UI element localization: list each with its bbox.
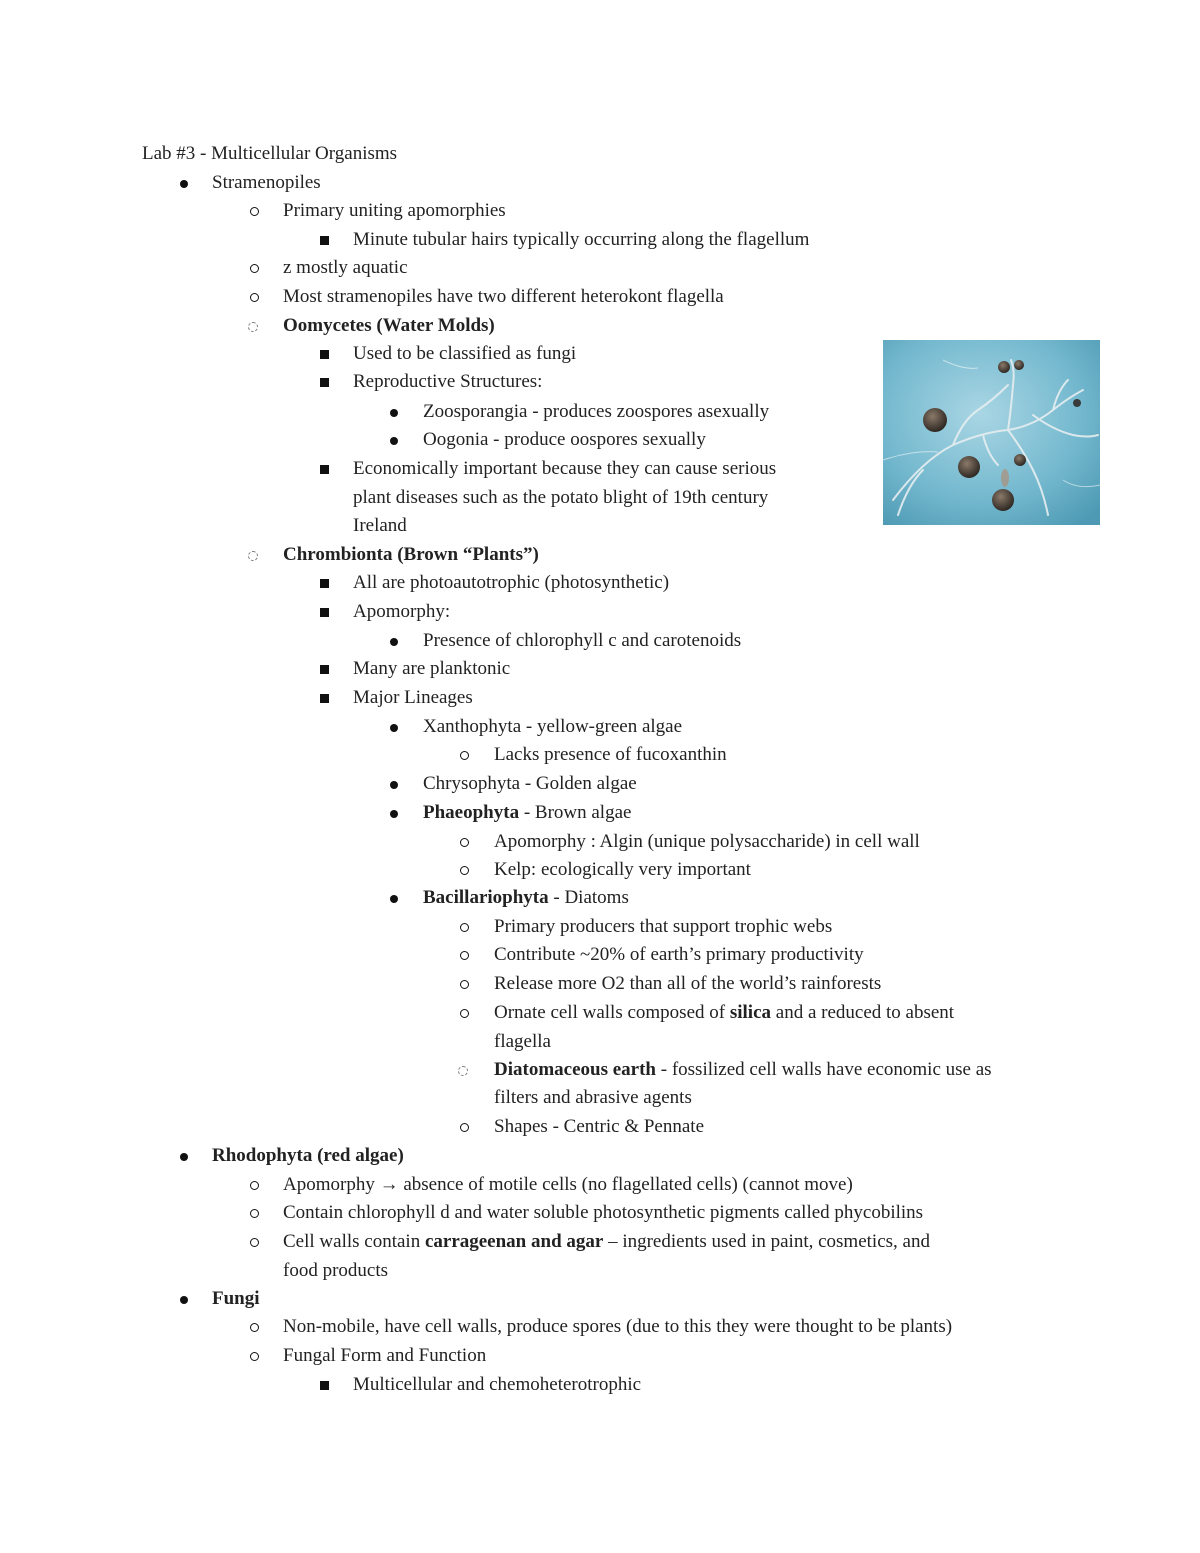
list-item <box>320 340 329 368</box>
list-item-text: Multicellular and chemoheterotrophic <box>353 1374 642 1395</box>
list-item-text: Primary producers that support trophic webs <box>494 916 833 937</box>
term-silica: silica <box>729 1002 772 1023</box>
list-item <box>180 1142 188 1170</box>
text-segment: and a reduced to absent <box>771 1002 955 1023</box>
bullet-square-icon <box>320 236 329 245</box>
list-item-text: Presence of chlorophyll c and carotenoids <box>423 630 742 651</box>
bullet-circle-icon <box>460 980 469 989</box>
bullet-circle-icon <box>460 838 469 847</box>
section-heading-fungi: Fungi <box>212 1288 260 1309</box>
list-item <box>250 283 259 311</box>
bullet-dot-icon <box>390 724 398 732</box>
list-item-text: Release more O2 than all of the world’s rainforests <box>494 973 882 994</box>
bullet-dot-icon <box>390 895 398 903</box>
list-item-text: Oogonia - produce oospores sexually <box>423 429 706 450</box>
list-item-text: Apomorphy: <box>353 601 451 622</box>
list-item <box>248 541 258 569</box>
list-item-text: Major Lineages <box>353 687 473 708</box>
list-item-text: Most stramenopiles have two different heterokont flagella <box>283 286 724 307</box>
bullet-square-icon <box>320 378 329 387</box>
list-item-text: z mostly aquatic <box>283 257 408 278</box>
list-item <box>250 1342 259 1370</box>
list-item <box>250 254 259 282</box>
bullet-circle-icon <box>250 1323 259 1332</box>
list-item <box>390 770 398 798</box>
water-mold-micrograph-image <box>883 340 1100 525</box>
list-item-text: Ireland <box>353 515 407 536</box>
bullet-dashed-circle-icon <box>248 322 258 332</box>
bullet-circle-icon <box>250 293 259 302</box>
list-item-text: Used to be classified as fungi <box>353 343 577 364</box>
list-item-text: Lacks presence of fucoxanthin <box>494 744 727 765</box>
list-item-text: Contribute ~20% of earth’s primary productivity <box>494 944 864 965</box>
list-item-text <box>423 884 629 912</box>
list-item <box>460 913 469 941</box>
bullet-circle-icon <box>250 1238 259 1247</box>
bullet-circle-icon <box>460 1009 469 1018</box>
list-item-text: Apomorphy : Algin (unique polysaccharide) in cell wall <box>494 831 920 852</box>
bullet-dashed-circle-icon <box>248 551 258 561</box>
list-item-text <box>494 999 954 1027</box>
list-item <box>320 684 329 712</box>
bullet-circle-icon <box>460 951 469 960</box>
term-bacillariophyta: Bacillariophyta <box>423 887 549 908</box>
bullet-square-icon <box>320 579 329 588</box>
list-item <box>250 1199 259 1227</box>
list-item <box>320 655 329 683</box>
list-item-text: plant diseases such as the potato blight of 19th century <box>353 487 769 508</box>
list-item <box>250 1313 259 1341</box>
list-item-text: Apomorphy → absence of motile cells (no flagellated cells) (cannot move) <box>283 1174 853 1195</box>
list-item <box>320 1371 329 1399</box>
list-item <box>390 799 398 827</box>
term-description: - Brown algae <box>519 802 632 823</box>
section-heading-oomycetes: Oomycetes (Water Molds) <box>283 315 495 336</box>
list-item-text: Chrysophyta - Golden algae <box>423 773 637 794</box>
text-segment: – ingredients used in paint, cosmetics, and <box>603 1231 930 1252</box>
section-heading-chrombionta: Chrombionta (Brown “Plants”) <box>283 544 539 565</box>
term-description: - Diatoms <box>548 887 629 908</box>
list-item <box>180 169 188 197</box>
list-item <box>320 598 329 626</box>
list-item-text: Many are planktonic <box>353 658 511 679</box>
text-segment: Cell walls contain <box>283 1231 425 1252</box>
list-item-text: food products <box>283 1260 389 1281</box>
list-item <box>390 713 398 741</box>
bullet-circle-icon <box>250 207 259 216</box>
bullet-circle-icon <box>250 1209 259 1218</box>
bullet-circle-icon <box>250 1181 259 1190</box>
list-item <box>458 1056 468 1084</box>
list-item-text: Contain chlorophyll d and water soluble photosynthetic pigments called phycobilins <box>283 1202 924 1223</box>
list-item-text <box>283 1228 930 1256</box>
list-item-text: All are photoautotrophic (photosynthetic) <box>353 572 670 593</box>
bullet-dot-icon <box>180 1153 188 1161</box>
list-item-text: Non-mobile, have cell walls, produce spores (due to this they were thought to be plants) <box>283 1316 953 1337</box>
list-item-text: Zoosporangia - produces zoospores asexually <box>423 401 770 422</box>
list-item <box>460 999 469 1027</box>
list-item-text: Kelp: ecologically very important <box>494 859 751 880</box>
bullet-circle-icon <box>460 923 469 932</box>
list-item-text: Fungal Form and Function <box>283 1345 487 1366</box>
list-item <box>180 1285 188 1313</box>
list-item <box>390 398 398 426</box>
bullet-circle-icon <box>460 751 469 760</box>
list-item-text: Shapes - Centric & Pennate <box>494 1116 705 1137</box>
bullet-circle-icon <box>460 866 469 875</box>
bullet-square-icon <box>320 665 329 674</box>
list-item <box>250 1228 259 1256</box>
bullet-square-icon <box>320 350 329 359</box>
list-item <box>320 226 329 254</box>
list-item-text: Minute tubular hairs typically occurring along the flagellum <box>353 229 810 250</box>
list-item-text: Primary uniting apomorphies <box>283 200 506 221</box>
bullet-square-icon <box>320 465 329 474</box>
bullet-circle-icon <box>250 264 259 273</box>
bullet-dot-icon <box>390 781 398 789</box>
list-item <box>250 1171 259 1199</box>
list-item-text: filters and abrasive agents <box>494 1087 692 1108</box>
list-item <box>390 627 398 655</box>
list-item-text: Xanthophyta - yellow-green algae <box>423 716 683 737</box>
list-item <box>460 941 469 969</box>
list-item <box>248 312 258 340</box>
bullet-square-icon <box>320 694 329 703</box>
list-item-text: Economically important because they can cause serious <box>353 458 777 479</box>
page-title: Lab #3 - Multicellular Organisms <box>142 143 398 164</box>
section-heading-rhodophyta: Rhodophyta (red algae) <box>212 1145 404 1166</box>
bullet-dot-icon <box>390 409 398 417</box>
text-segment: - fossilized cell walls have economic use as <box>656 1059 992 1080</box>
bullet-circle-icon <box>460 1123 469 1132</box>
list-item <box>250 197 259 225</box>
bullet-dot-icon <box>390 638 398 646</box>
list-item-text: flagella <box>494 1031 551 1052</box>
bullet-dot-icon <box>390 437 398 445</box>
bullet-circle-icon <box>250 1352 259 1361</box>
term-carrageenan-agar: carrageenan and agar <box>424 1231 604 1252</box>
list-item-text <box>423 799 631 827</box>
list-item-text: Reproductive Structures: <box>353 371 543 392</box>
list-item <box>460 856 469 884</box>
term-phaeophyta: Phaeophyta <box>423 802 520 823</box>
list-item <box>460 828 469 856</box>
bullet-square-icon <box>320 608 329 617</box>
text-segment: Ornate cell walls composed of <box>494 1002 730 1023</box>
bullet-dot-icon <box>180 180 188 188</box>
list-item <box>320 368 329 396</box>
bullet-square-icon <box>320 1381 329 1390</box>
bullet-dot-icon <box>390 810 398 818</box>
list-item <box>390 426 398 454</box>
list-item <box>460 970 469 998</box>
list-item <box>320 455 329 483</box>
list-item <box>320 569 329 597</box>
list-item-text: Stramenopiles <box>212 172 321 193</box>
list-item <box>390 884 398 912</box>
bullet-dot-icon <box>180 1296 188 1304</box>
list-item-text <box>494 1056 992 1084</box>
bullet-dashed-circle-icon <box>458 1066 468 1076</box>
list-item <box>460 1113 469 1141</box>
list-item <box>460 741 469 769</box>
term-diatomaceous-earth: Diatomaceous earth <box>494 1059 656 1080</box>
